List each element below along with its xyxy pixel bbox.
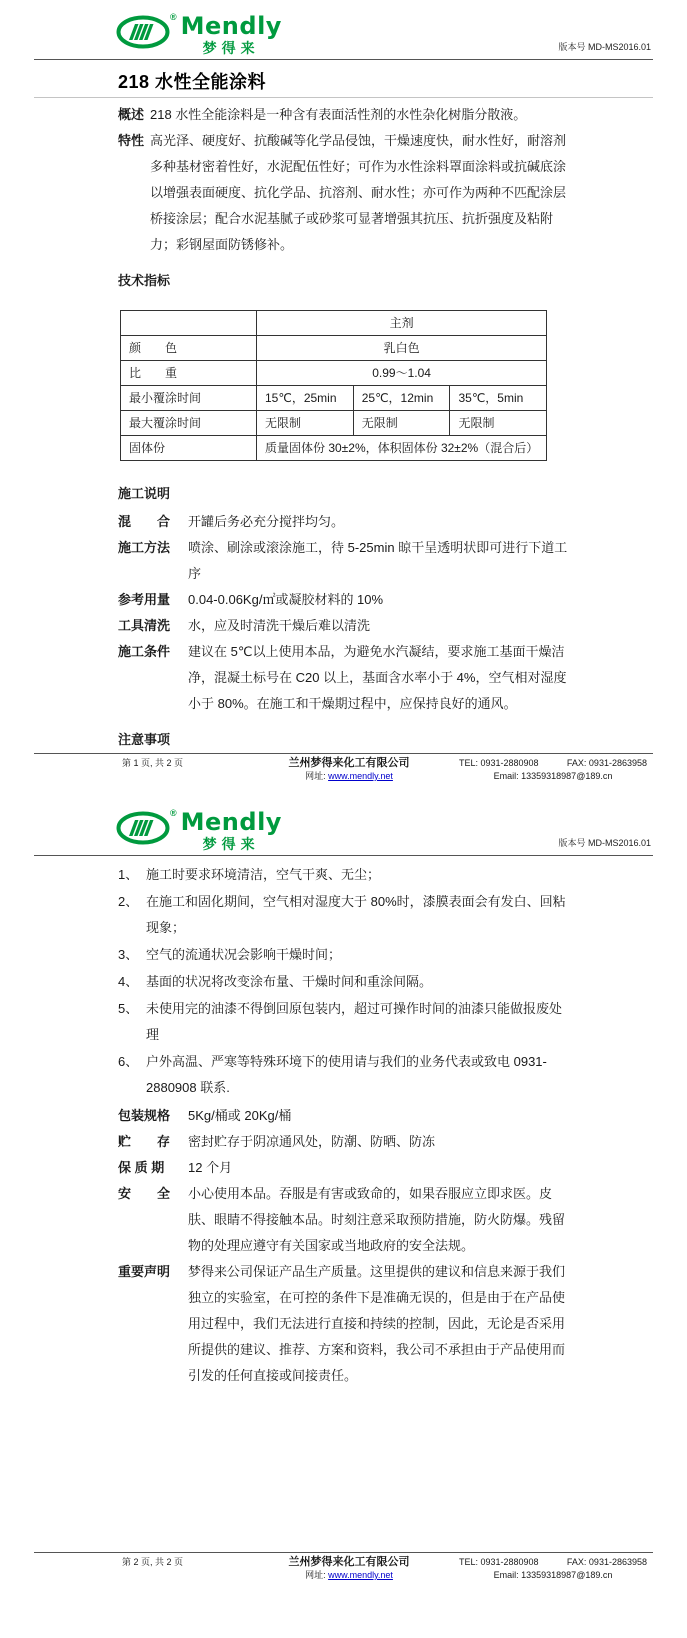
brand-logo-text (181, 810, 282, 851)
features-row (118, 128, 569, 258)
brand-logo (116, 810, 282, 851)
info-item-label: 保 质 期 (118, 1160, 165, 1175)
caution-item-text: 在施工和固化期间，空气相对湿度大于 80%时，漆膜表面会有发白、回粘现象； (146, 894, 566, 935)
mendly-ellipse-logo-icon (116, 14, 172, 50)
info-item-label: 重要声明 (118, 1264, 171, 1279)
page-number: 第 1 页, 共 2 页 (122, 758, 184, 768)
table-cell: 无限制 (257, 411, 354, 436)
construction-item-text: 建议在 5℃以上使用本品，为避免水汽凝结，要求施工基面干燥洁净，混凝土标号在 C20 以上，基面含水率小于 4%，空气相对湿度小于 80%。在施工和干燥期过程中，应保持良好的通风。 (188, 644, 567, 711)
company-name: 兰州梦得来化工有限公司 (288, 1556, 410, 1568)
brand-name-cn: 梦得来 (202, 40, 260, 56)
info-item-text: 5Kg/桶或 20Kg/桶 (188, 1108, 292, 1123)
datasheet-page-1 (0, 0, 687, 781)
caution-item-label: 5、 (118, 1001, 139, 1016)
website-label: 网址: (305, 771, 329, 781)
construction-item-text: 开罐后务必充分搅拌均匀。 (188, 514, 345, 529)
info-item-label: 包装规格 (118, 1108, 171, 1123)
info-item-text: 小心使用本品。吞服是有害或致命的，如果吞服应立即求医。皮肤、眼睛不得接触本品。时刻注意采取预防措施，防火防爆。残留物的处理应遵守有关国家或当地政府的安全法规。 (188, 1186, 566, 1253)
company-name: 兰州梦得来化工有限公司 (288, 757, 410, 769)
fax-label: FAX: 0931-2863958 (566, 758, 647, 768)
tel-label: TEL: 0931-2880908 (459, 1557, 539, 1567)
header-rule (34, 59, 653, 60)
footer-row-2 (34, 1569, 653, 1582)
table-cell: 乳白色 (257, 336, 547, 361)
notes-heading: 注意事项 (118, 732, 171, 747)
table-row (121, 411, 547, 436)
table-cell: 最小覆涂时间 (121, 386, 257, 411)
construction-item-row (118, 509, 569, 535)
registered-mark: ® (170, 808, 177, 818)
caution-item-label: 2、 (118, 894, 139, 909)
version-label: 版本号 MD-MS2016.01 (558, 838, 651, 848)
caution-item-row (118, 862, 569, 888)
info-item-label: 贮 存 (118, 1134, 171, 1149)
brand-name-cn: 梦得来 (202, 836, 260, 852)
brand-logo-text (181, 14, 282, 55)
caution-item-row (118, 969, 569, 995)
table-row (121, 311, 547, 336)
tel-label: TEL: 0931-2880908 (459, 758, 539, 768)
table-row (121, 436, 547, 461)
document-title: 218 水性全能涂料 (118, 72, 267, 92)
specs-table (120, 310, 547, 461)
construction-items (118, 509, 569, 717)
table-cell: 15℃，25min (257, 386, 354, 411)
table-cell: 无限制 (450, 411, 547, 436)
table-cell: 比 重 (121, 361, 257, 386)
registered-mark: ® (170, 12, 177, 22)
info-item-row (118, 1181, 569, 1259)
table-cell: 主剂 (257, 311, 547, 336)
construction-item-label: 参考用量 (118, 592, 171, 607)
construction-item-row (118, 535, 569, 587)
info-item-text: 梦得来公司保证产品生产质量。这里提供的建议和信息来源于我们独立的实验室，在可控的条件下是准确无误的，但是由于在产品使用过程中，我们无法进行直接和持续的控制，因此，无论是否采用所提供的建议、推荐、方案和资料，我公司不承担由于产品使用而引发的任何直接或间接责任。 (188, 1264, 566, 1383)
page2-content (118, 856, 569, 1389)
website-label: 网址: (305, 1570, 329, 1580)
caution-item-row (118, 942, 569, 968)
cautions-list (118, 862, 569, 1101)
email-label: Email: 13359318987@189.cn (493, 1570, 613, 1580)
website-link[interactable]: www.mendly.net (328, 1570, 393, 1580)
caution-item-row (118, 1049, 569, 1101)
datasheet-page-2 (0, 778, 687, 1638)
specs-table-body (121, 311, 547, 461)
table-cell: 最大覆涂时间 (121, 411, 257, 436)
footer-row-1 (34, 1556, 653, 1569)
info-item-text: 密封贮存于阴凉通风处，防潮、防晒、防冻 (188, 1134, 436, 1149)
info-item-row (118, 1129, 569, 1155)
table-row (121, 386, 547, 411)
tech-specs-heading: 技术指标 (118, 273, 171, 288)
overview-row (118, 102, 569, 128)
caution-item-text: 基面的状况将改变涂布量、干燥时间和重涂间隔。 (146, 974, 433, 989)
construction-item-row (118, 587, 569, 613)
features-label: 特性 (118, 133, 145, 148)
table-cell: 35℃，5min (450, 386, 547, 411)
info-item-label: 安 全 (118, 1186, 171, 1201)
caution-item-text: 施工时要求环境清洁，空气干爽、无尘； (146, 867, 381, 882)
construction-item-label: 施工方法 (118, 540, 171, 555)
construction-item-text: 喷涂、刷涂或滚涂施工，待 5-25min 晾干呈透明状即可进行下道工序 (188, 540, 568, 581)
caution-item-row (118, 996, 569, 1048)
info-item-row (118, 1259, 569, 1389)
table-cell (121, 311, 257, 336)
caution-item-text: 未使用完的油漆不得倒回原包装内，超过可操作时间的油漆只能做报废处理 (146, 1001, 563, 1042)
page2-header (116, 778, 651, 851)
caution-item-label: 3、 (118, 947, 139, 962)
email-label: Email: 13359318987@189.cn (493, 771, 613, 781)
table-row (121, 361, 547, 386)
mendly-ellipse-logo-icon (116, 810, 172, 846)
version-label: 版本号 MD-MS2016.01 (558, 42, 651, 52)
page1-content (118, 98, 569, 753)
footer-row-1 (34, 757, 653, 770)
caution-item-text: 空气的流通状况会影响干燥时间； (146, 947, 342, 962)
info-item-row (118, 1155, 569, 1181)
construction-item-label: 混 合 (118, 514, 171, 529)
caution-item-label: 1、 (118, 867, 139, 882)
construction-item-text: 水，应及时清洗干燥后难以清洗 (188, 618, 371, 633)
construction-heading: 施工说明 (118, 486, 171, 501)
overview-text: 218 水性全能涂料是一种含有表面活性剂的水性杂化树脂分散液。 (150, 107, 527, 122)
brand-name-en: Mendly (180, 12, 282, 40)
table-cell: 颜 色 (121, 336, 257, 361)
table-cell: 无限制 (353, 411, 450, 436)
website-link[interactable]: www.mendly.net (328, 771, 393, 781)
table-cell: 固体份 (121, 436, 257, 461)
caution-item-row (118, 889, 569, 941)
brand-logo (116, 14, 282, 55)
construction-item-label: 工具清洗 (118, 618, 171, 633)
table-cell: 0.99～1.04 (257, 361, 547, 386)
info-items (118, 1103, 569, 1389)
construction-item-row (118, 613, 569, 639)
page1-header (116, 0, 651, 55)
caution-item-label: 6、 (118, 1054, 139, 1069)
construction-item-text: 0.04-0.06Kg/㎡或凝胶材料的 10% (188, 592, 384, 607)
construction-item-label: 施工条件 (118, 644, 171, 659)
fax-label: FAX: 0931-2863958 (566, 1557, 647, 1567)
caution-item-text: 户外高温、严寒等特殊环境下的使用请与我们的业务代表或致电 0931-2880908 联系. (146, 1054, 547, 1095)
overview-label: 概述 (118, 107, 145, 122)
brand-name-en: Mendly (180, 808, 282, 836)
caution-item-label: 4、 (118, 974, 139, 989)
page2-footer (34, 1552, 653, 1582)
page-number: 第 2 页, 共 2 页 (122, 1557, 184, 1567)
table-row (121, 336, 547, 361)
info-item-row (118, 1103, 569, 1129)
features-text: 高光泽、硬度好、抗酸碱等化学品侵蚀，干燥速度快，耐水性好，耐溶剂 多种基材密着性好，水泥配伍性好；可作为水性涂料罩面涂料或抗碱底涂 以增强表面硬度、抗化学品、抗溶剂、耐水性；亦可作为两种不匹配涂层 桥接涂层；配合水泥基腻子或砂浆可显著增强其抗压、抗折强度及粘附力；彩钢屋面防锈修补。 (150, 133, 567, 252)
info-item-text: 12 个月 (188, 1160, 233, 1175)
table-cell: 25℃，12min (353, 386, 450, 411)
construction-item-row (118, 639, 569, 717)
table-cell: 质量固体份 30±2%，体积固体份 32±2%（混合后） (257, 436, 547, 461)
